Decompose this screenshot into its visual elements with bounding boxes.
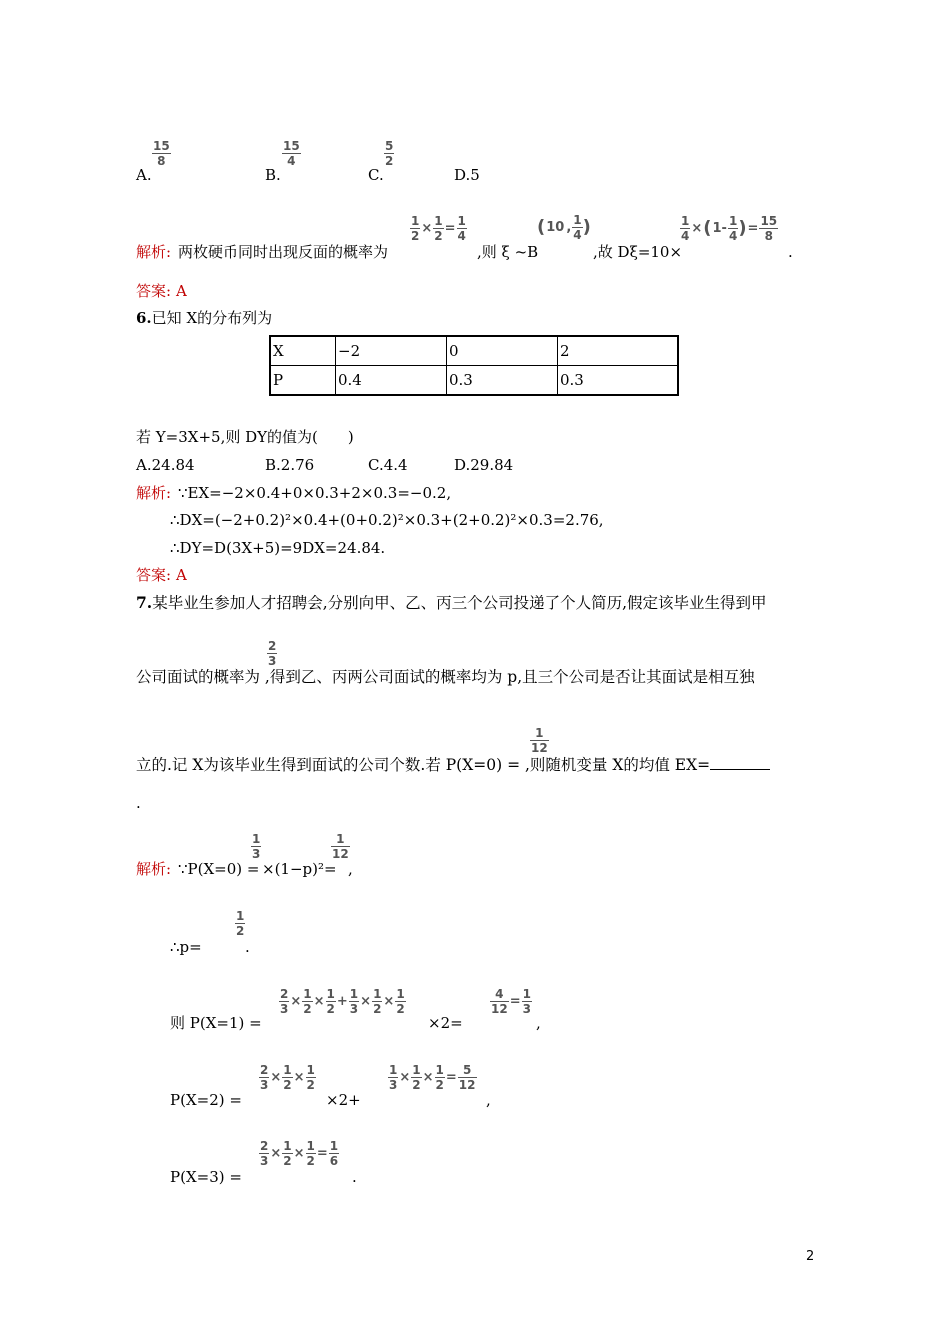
table-cell: 0.3: [558, 366, 679, 396]
q7-sol1-fraction-2: $\frac{1}{12}$: [332, 832, 349, 861]
q5-solution-label: 解析:: [136, 243, 172, 261]
q5-solution-text-3: ,故 Dξ=10×: [593, 243, 683, 261]
q5-answer-label: 答案:: [136, 282, 172, 300]
table-row: [270, 366, 678, 396]
q6-stem: 6.已知 X的分布列为: [136, 309, 273, 327]
q7-solution-line-1-mid: ×(1−p)²=: [262, 860, 337, 878]
q5-option-b-fraction: $\frac{15}{4}$: [283, 139, 300, 168]
q6-answer-label: 答案:: [136, 566, 172, 584]
q7-solution-line-4-end: ,: [486, 1091, 491, 1109]
q6-solution-line-2: ∴DX=(−2+0.2)²×0.4+(0+0.2)²×0.3+(2+0.2)²×0.3=2.76,: [170, 511, 604, 529]
q5-answer-value: A: [176, 282, 187, 300]
q5-option-b: B.: [265, 166, 281, 184]
q7-solution-line-4: P(X=2) =: [170, 1091, 242, 1109]
q7-solution-line-1: ∵P(X=0) =: [178, 860, 260, 878]
q7-px1-expr: $\frac{2}{3}$ × $\frac{1}{2}$ × $\frac{1}{2}$ + $\frac{1}{3}$ × $\frac{1}{2}$ × $\frac{1}{2}$: [280, 987, 405, 1016]
q7-answer-blank: [710, 757, 770, 770]
q7-px3-expr: $\frac{2}{3}$ × $\frac{1}{2}$ × $\frac{1}{2}$ = $\frac{1}{6}$: [260, 1139, 339, 1168]
q7-solution-line-4-times: ×2+: [326, 1091, 361, 1109]
table-cell: X: [270, 336, 336, 366]
table-cell: 0: [447, 336, 558, 366]
q7-solution-line-5-end: .: [352, 1168, 357, 1186]
q5-solution-text-1: 两枚硬币同时出现反面的概率为: [178, 243, 389, 261]
q5-expr-binom: (10 , $\frac{1}{4}$ ): [537, 213, 591, 242]
q6-option-a: A.24.84: [136, 456, 195, 474]
q6-answer-value: A: [176, 566, 187, 584]
table-cell: P: [270, 366, 336, 396]
table-cell: 0.3: [447, 366, 558, 396]
q7-sol1-fraction-1: $\frac{1}{3}$: [252, 832, 261, 861]
q6-solution-line-1: ∵EX=−2×0.4+0×0.3+2×0.3=−0.2,: [178, 484, 452, 502]
q7-stem-line-3: 立的.记 X为该毕业生得到面试的公司个数.若 P(X=0) = ,则随机变量 X的均值 EX=: [136, 757, 770, 774]
q5-option-d: D.5: [454, 166, 480, 184]
q5-option-a-fraction: $\frac{15}{8}$: [153, 139, 170, 168]
q6-question: 若 Y=3X+5,则 DY的值为( ): [136, 428, 354, 446]
q7-solution-line-2-end: .: [245, 938, 250, 956]
q6-option-d: D.29.84: [454, 456, 514, 474]
q7-stem-line-4: .: [136, 794, 141, 812]
q6-solution-line-3: ∴DY=D(3X+5)=9DX=24.84.: [170, 539, 386, 557]
q5-option-a: A.: [136, 166, 152, 184]
q6-option-b: B.2.76: [265, 456, 315, 474]
q5-solution-end: .: [788, 243, 793, 261]
q7-stem-line-2: 公司面试的概率为 ,得到乙、丙两公司面试的概率均为 p,且三个公司是否让其面试是相互独: [136, 668, 755, 686]
q7-sol2-fraction: $\frac{1}{2}$: [236, 909, 245, 938]
q6-option-c: C.4.4: [368, 456, 408, 474]
q7-solution-line-3-times: ×2=: [428, 1014, 463, 1032]
q6-distribution-table: [269, 335, 679, 396]
q5-expr-variance: $\frac{1}{4}$ ×(1- $\frac{1}{4}$ )= $\frac{15}{8}$: [681, 214, 778, 243]
q5-expr-prob: $\frac{1}{2}$ × $\frac{1}{2}$ = $\frac{1}{4}$: [411, 214, 466, 243]
q7-solution-line-3: 则 P(X=1) =: [170, 1014, 262, 1032]
table-cell: −2: [336, 336, 447, 366]
q7-solution-line-1-end: ,: [348, 860, 353, 878]
q7-solution-line-3-end: ,: [536, 1014, 541, 1032]
q7-px2-expr-2: $\frac{1}{3}$ × $\frac{1}{2}$ × $\frac{1}{2}$ = $\frac{5}{12}$: [389, 1063, 476, 1092]
q6-solution-label: 解析:: [136, 484, 172, 502]
q5-solution-text-2: ,则 ξ ~B: [477, 243, 539, 261]
table-row: [270, 336, 678, 366]
q7-px2-expr-1: $\frac{2}{3}$ × $\frac{1}{2}$ × $\frac{1}{2}$: [260, 1063, 315, 1092]
q7-px1-result: $\frac{4}{12}$ = $\frac{1}{3}$: [491, 987, 531, 1016]
q7-solution-label: 解析:: [136, 860, 172, 878]
q7-fraction-2-3: $\frac{2}{3}$: [268, 639, 277, 668]
table-cell: 2: [558, 336, 679, 366]
q7-stem-line-1: 7.某毕业生参加人才招聘会,分别向甲、乙、丙三个公司投递了个人简历,假定该毕业生得到甲: [136, 593, 767, 612]
table-cell: 0.4: [336, 366, 447, 396]
q7-fraction-1-12: $\frac{1}{12}$: [531, 726, 548, 755]
q5-option-c-fraction: $\frac{5}{2}$: [385, 139, 394, 168]
page-number: 2: [806, 1249, 815, 1264]
q7-solution-line-2: ∴p=: [170, 938, 202, 956]
q7-solution-line-5: P(X=3) =: [170, 1168, 242, 1186]
q5-option-c: C.: [368, 166, 384, 184]
